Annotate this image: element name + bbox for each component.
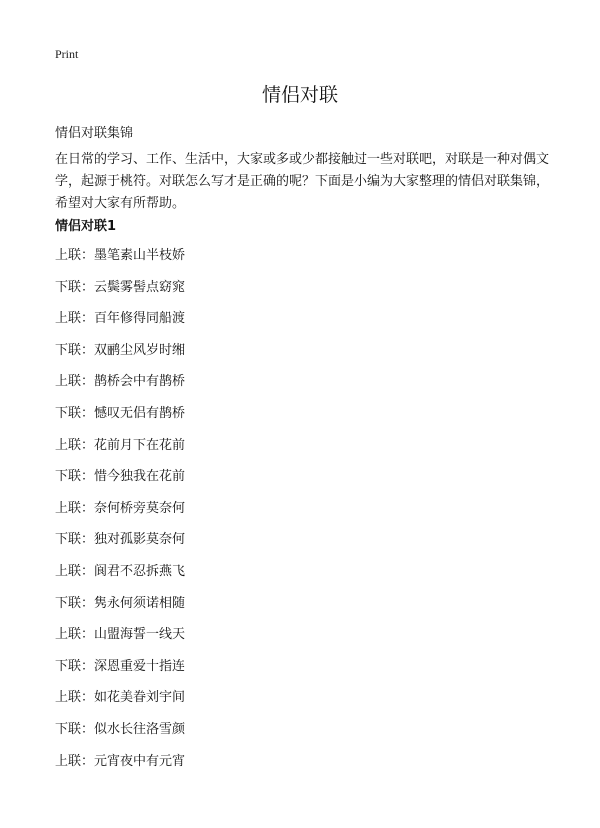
couplet-line: 上联：百年修得同船渡 bbox=[55, 311, 186, 327]
print-link[interactable]: Print bbox=[55, 47, 79, 61]
couplet-line: 上联：如花美眷刘宇间 bbox=[55, 690, 186, 706]
couplet-list bbox=[55, 246, 185, 783]
page-title: 情侣对联 bbox=[261, 84, 338, 106]
couplet-line: 上联：元宵夜中有元宵 bbox=[55, 753, 186, 769]
couplet-line: 上联：奈何桥旁莫奈何 bbox=[55, 500, 186, 516]
subtitle: 情侣对联集锦 bbox=[55, 126, 134, 141]
couplet-line: 上联：花前月下在花前 bbox=[55, 437, 186, 453]
couplet-line: 上联：山盟海誓一线天 bbox=[55, 627, 186, 643]
couplet-line: 下联：憾叹无侣有鹊桥 bbox=[55, 405, 186, 421]
couplet-line: 下联：双鹂尘风岁时缃 bbox=[55, 342, 186, 358]
couplet-line: 下联：深恩重爱十指连 bbox=[55, 658, 186, 674]
couplet-line: 下联：独对孤影莫奈何 bbox=[55, 532, 186, 548]
section-heading: 情侣对联1 bbox=[55, 219, 117, 234]
couplet-line: 上联：阆君不忍拆燕飞 bbox=[55, 563, 186, 579]
couplet-line: 上联：墨笔素山半枝娇 bbox=[55, 248, 186, 263]
couplet-line: 下联：隽永何须诺相随 bbox=[55, 595, 186, 611]
intro-paragraph: 在日常的学习、工作、生活中，大家或多或少都接触过一些对联吧，对联是一种对偶文学，起源于桃符。对联怎么写才是正确的呢？下面是小编为大家整理的情侣对联集锦，希望对大家有所帮助。 bbox=[55, 152, 550, 211]
couplet-line: 上联：鹊桥会中有鹊桥 bbox=[55, 374, 186, 390]
couplet-line: 下联：云鬓雾髻点窈窕 bbox=[55, 279, 186, 295]
couplet-line: 下联：惜今独我在花前 bbox=[55, 469, 186, 485]
couplet-line: 下联：似水长往洛雪颜 bbox=[55, 721, 186, 737]
